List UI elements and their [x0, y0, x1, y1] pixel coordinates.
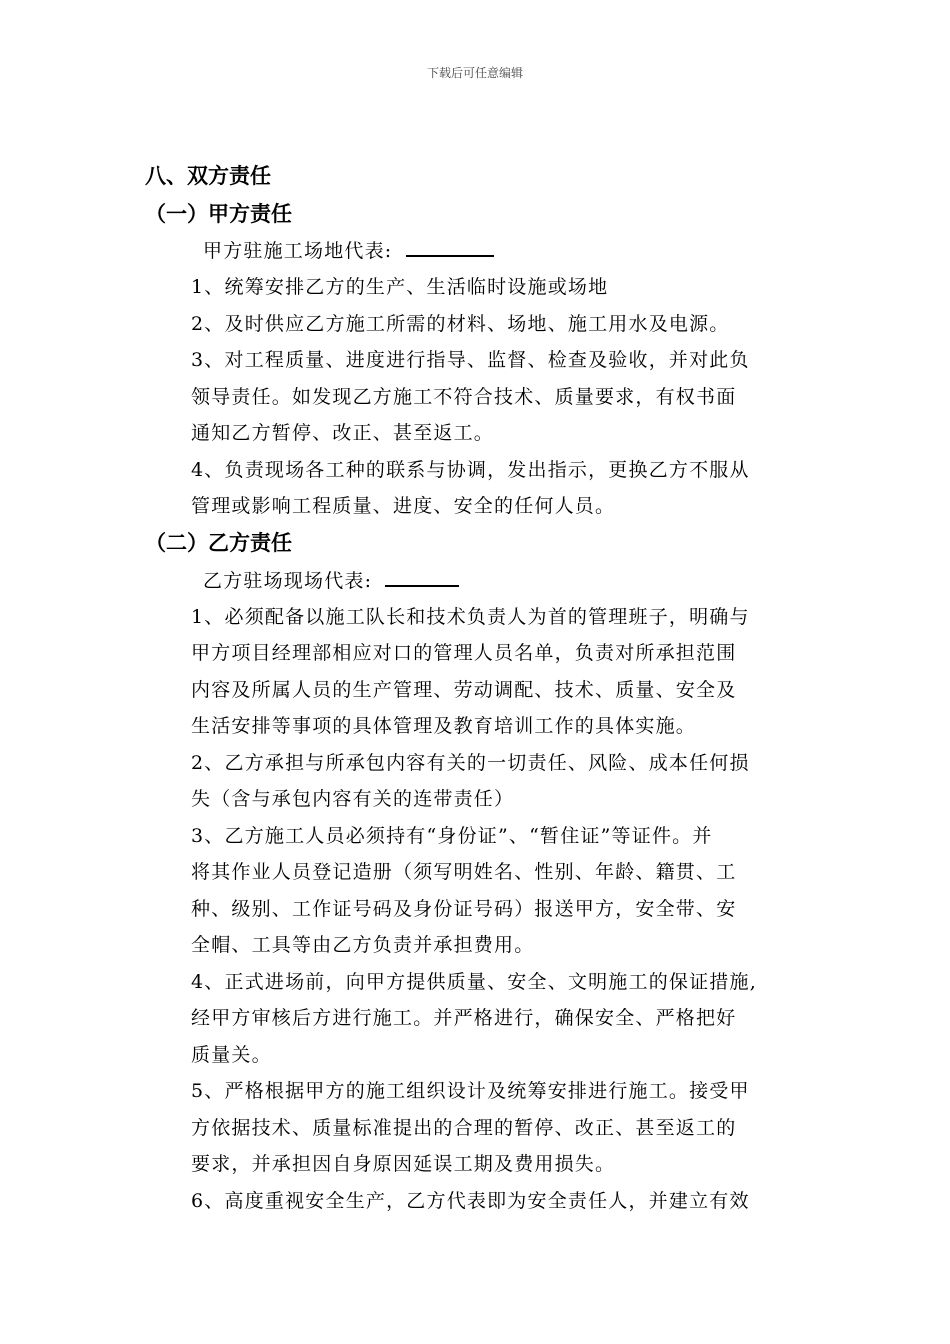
party-b-line: 甲方项目经理部相应对口的管理人员名单，负责对所承担范围: [191, 642, 737, 664]
party-b-title: （二）乙方责任: [145, 531, 292, 555]
party-b-line: 2、乙方承担与所承包内容有关的一切责任、风险、成本任何损: [191, 752, 750, 774]
party-a-line: 领导责任。如发现乙方施工不符合技术、质量要求，有权书面: [191, 386, 737, 408]
party-b-line: 种、级别、工作证号码及身份证号码）报送甲方，安全带、安: [191, 898, 737, 920]
party-b-line: 方依据技术、质量标准提出的合理的暂停、改正、甚至返工的: [191, 1117, 737, 1139]
party-b-line: 要求，并承担因自身原因延误工期及费用损失。: [191, 1153, 616, 1175]
party-a-line: 3、对工程质量、进度进行指导、监督、检查及验收，并对此负: [191, 349, 750, 371]
page-header: 下载后可任意编辑: [426, 66, 523, 80]
party-b-line: 质量关。: [191, 1044, 272, 1066]
party-b-line: 失（含与承包内容有关的连带责任）: [191, 788, 515, 810]
party-b-line: 全帽、工具等由乙方负责并承担费用。: [191, 934, 535, 956]
party-b-line: 经甲方审核后方进行施工。并严格进行，确保安全、严格把好: [191, 1007, 737, 1029]
party-a-line: 通知乙方暂停、改正、甚至返工。: [191, 422, 495, 444]
party-a-rep-label: 甲方驻施工场地代表:: [203, 240, 393, 262]
section-title: 八、双方责任: [145, 164, 271, 188]
party-b-line: 6、高度重视安全生产，乙方代表即为安全责任人，并建立有效: [191, 1190, 750, 1212]
party-a-title: （一）甲方责任: [145, 202, 292, 226]
party-a-rep-blank: [406, 237, 494, 257]
party-a-rep: [203, 236, 494, 263]
party-a-line: 1、统筹安排乙方的生产、生活临时设施或场地: [191, 276, 609, 298]
party-b-line: 1、必须配备以施工队长和技术负责人为首的管理班子，明确与: [191, 606, 750, 628]
party-b-rep: [203, 566, 459, 593]
party-b-line: 5、严格根据甲方的施工组织设计及统筹安排进行施工。接受甲: [191, 1080, 750, 1102]
party-a-line: 2、及时供应乙方施工所需的材料、场地、施工用水及电源。: [191, 313, 730, 335]
party-b-rep-label: 乙方驻场现场代表:: [203, 570, 373, 592]
party-b-line: 4、正式进场前，向甲方提供质量、安全、文明施工的保证措施,: [191, 971, 757, 993]
party-b-line: 将其作业人员登记造册（须写明姓名、性别、年龄、籍贯、工: [191, 861, 737, 883]
party-b-line: 内容及所属人员的生产管理、劳动调配、技术、质量、安全及: [191, 679, 737, 701]
party-b-line: 3、乙方施工人员必须持有“身份证”、“暂住证”等证件。并: [191, 825, 713, 847]
party-b-rep-blank: [385, 567, 459, 587]
party-a-line: 4、负责现场各工种的联系与协调，发出指示，更换乙方不服从: [191, 459, 750, 481]
party-a-line: 管理或影响工程质量、进度、安全的任何人员。: [191, 495, 616, 517]
party-b-line: 生活安排等事项的具体管理及教育培训工作的具体实施。: [191, 715, 697, 737]
